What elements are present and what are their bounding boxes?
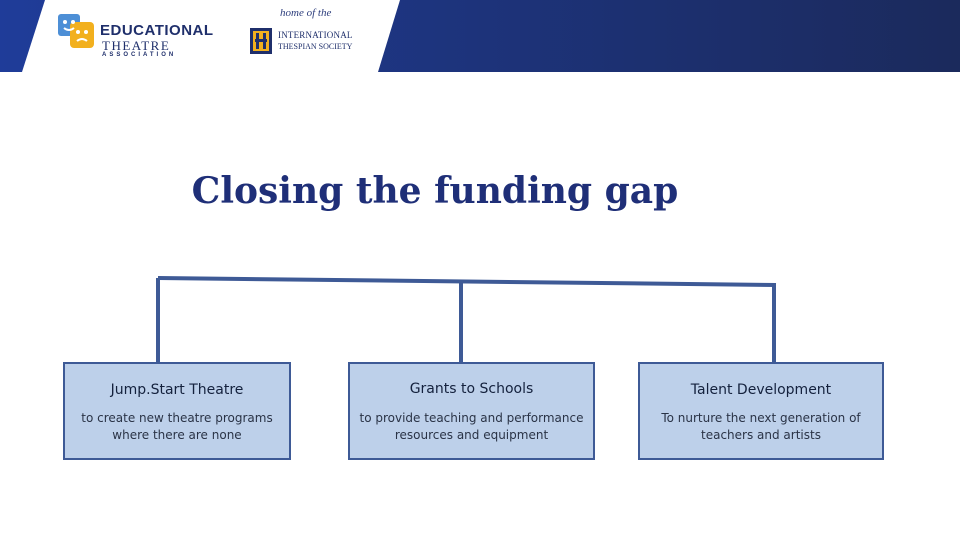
- eta-logo-line2: THEATRE: [102, 38, 171, 53]
- its-logo-line1: INTERNATIONAL: [278, 30, 353, 40]
- node-box-grants: [348, 362, 595, 460]
- node-title: Jump.Start Theatre: [110, 382, 244, 398]
- node-box-talent: [638, 362, 884, 460]
- node-description: To nurture the next generation of teachers and artists: [661, 411, 861, 442]
- node-box-jumpstart: [63, 362, 291, 460]
- node-description: to provide teaching and performance resources and equipment: [359, 411, 584, 442]
- eta-logo-line3: ASSOCIATION: [102, 52, 177, 58]
- node-title: Talent Development: [690, 382, 832, 398]
- node-title: Grants to Schools: [409, 381, 534, 397]
- title-text: Closing the funding gap: [191, 170, 679, 212]
- home-of-label: home of the: [280, 7, 332, 19]
- node-description: to create new theatre programs where there are none: [81, 411, 273, 442]
- its-logo-line2: THESPIAN SOCIETY: [278, 42, 353, 51]
- eta-logo-line1: EDUCATIONAL: [100, 22, 214, 39]
- connector-horizontal: [158, 278, 776, 285]
